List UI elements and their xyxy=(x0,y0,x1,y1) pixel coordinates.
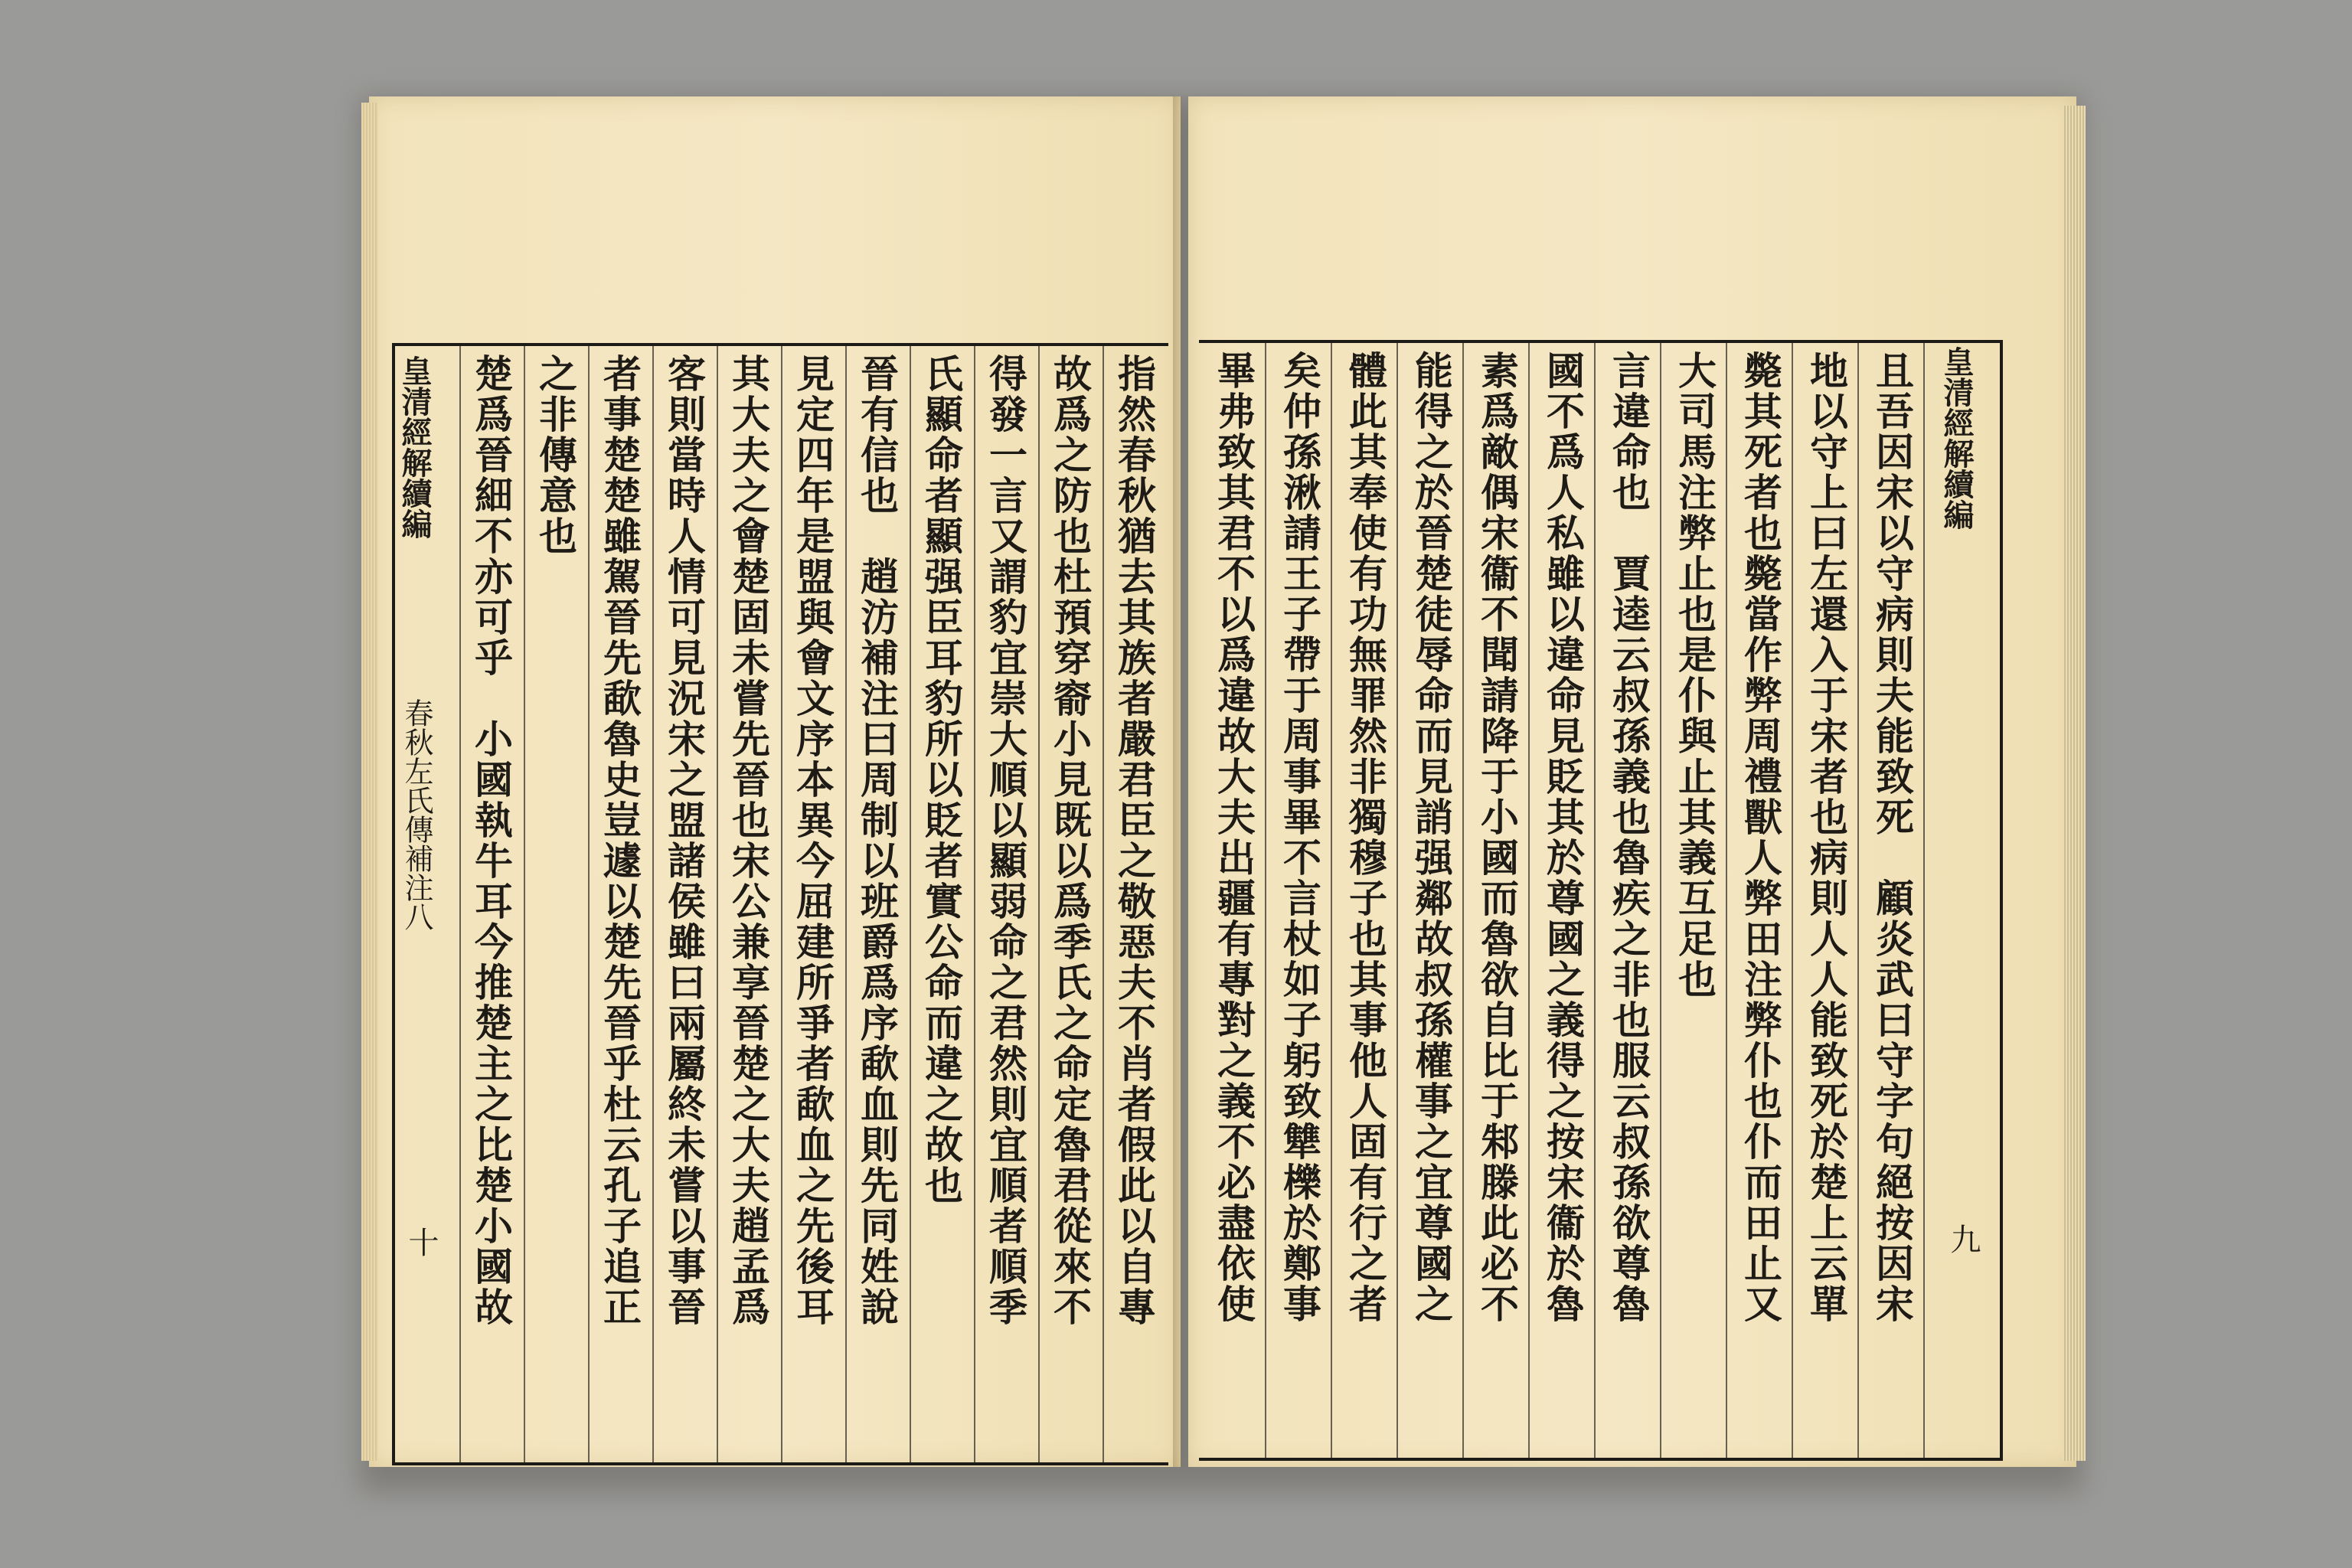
text-column: 楚爲晉細不亦可乎 小國執牛耳今推楚主之比楚小國故 xyxy=(469,354,514,1328)
chapter-title: 春秋左氏傳補注八 xyxy=(400,698,433,931)
text-column: 大司馬注弊止也是仆與止其義互足也 xyxy=(1672,351,1717,1000)
left-page-edge xyxy=(361,103,378,1461)
right-page-edge xyxy=(2063,106,2086,1461)
left-page xyxy=(369,96,1181,1467)
column-rule xyxy=(1462,343,1464,1458)
text-column: 晉有信也 趙汸補注曰周制以班爵爲序歃血則先同姓說 xyxy=(854,354,900,1328)
column-rule xyxy=(1726,343,1727,1458)
column-rule xyxy=(717,346,718,1462)
text-column: 國不爲人私雖以違命見貶其於尊國之義得之按宋衞於魯 xyxy=(1540,351,1586,1325)
column-rule xyxy=(1792,343,1793,1458)
column-rule xyxy=(1857,343,1859,1458)
text-column: 矣仲孫湫請王子帶于周事畢不言杖如子躬致犨櫟於鄭事 xyxy=(1277,351,1322,1325)
text-column: 其大夫之會楚固未嘗先晉也宋公兼享晉楚之大夫趙孟爲 xyxy=(726,354,771,1328)
text-column: 素爲敵偶宋衞不聞請降于小國而魯欲自比于邾滕此必不 xyxy=(1475,351,1520,1325)
text-column: 氏顯命者顯强臣耳豹所以貶者實公命而違之故也 xyxy=(919,354,964,1206)
page-number: 九 xyxy=(1945,1223,1981,1254)
column-rule xyxy=(1528,343,1530,1458)
right-text-frame xyxy=(1199,340,2003,1461)
column-rule xyxy=(1331,343,1332,1458)
column-rule xyxy=(1594,343,1596,1458)
text-column: 得發一言又謂豹宜崇大順以顯弱命之君然則宜順者順季 xyxy=(983,354,1028,1328)
text-column: 且吾因宋以守病則夫能致死 顧炎武曰守字句絕按因宋 xyxy=(1870,351,1915,1325)
column-rule xyxy=(1038,346,1040,1462)
text-column: 指然春秋猶去其族者嚴君臣之敬惡夫不肖者假此以自專 xyxy=(1112,354,1157,1328)
text-column: 者事楚楚雖駕晉先歃魯史豈遽以楚先晉乎杜云孔子追正 xyxy=(597,354,642,1328)
column-rule xyxy=(524,346,525,1462)
left-text-frame xyxy=(392,343,1168,1465)
book-title: 皇清經解續編 xyxy=(1939,346,1975,530)
column-rule xyxy=(781,346,782,1462)
text-column: 之非傳意也 xyxy=(533,354,578,557)
column-rule xyxy=(1396,343,1398,1458)
open-book xyxy=(369,96,2076,1467)
column-rule xyxy=(1102,346,1104,1462)
column-rule xyxy=(459,346,461,1462)
text-column: 言違命也 賈逵云叔孫義也魯疾之非也服云叔孫欲尊魯 xyxy=(1606,351,1651,1325)
text-column: 故爲之防也杜預穿窬小見既以爲季氏之命定魯君從來不 xyxy=(1047,354,1093,1328)
column-rule xyxy=(652,346,654,1462)
text-column: 地以守上曰左還入于宋者也病則人人能致死於楚上云單 xyxy=(1804,351,1849,1325)
text-column: 體此其奉使有功無罪然非獨穆子也其事他人固有行之者 xyxy=(1343,351,1388,1325)
text-column: 見定四年是盟與會文序本異今屈建所爭者歃血之先後耳 xyxy=(790,354,835,1328)
column-rule xyxy=(845,346,847,1462)
text-column: 畢弗致其君不以爲違故大夫出疆有專對之義不必盡依使 xyxy=(1211,351,1256,1325)
column-rule xyxy=(1660,343,1661,1458)
page-number: 十 xyxy=(403,1227,439,1257)
column-rule xyxy=(1265,343,1266,1458)
column-rule xyxy=(588,346,590,1462)
column-rule xyxy=(910,346,911,1462)
text-column: 能得之於晉楚徒辱命而見誚强鄰故叔孫權事之宜尊國之 xyxy=(1409,351,1454,1325)
text-column: 客則當時人情可見況宋之盟諸侯雖曰兩屬終未嘗以事晉 xyxy=(662,354,707,1328)
column-rule xyxy=(974,346,975,1462)
book-title: 皇清經解續編 xyxy=(397,355,433,539)
column-rule xyxy=(1923,343,1925,1458)
text-column: 斃其死者也斃當作弊周禮獸人弊田注弊仆也仆而田止又 xyxy=(1738,351,1783,1325)
